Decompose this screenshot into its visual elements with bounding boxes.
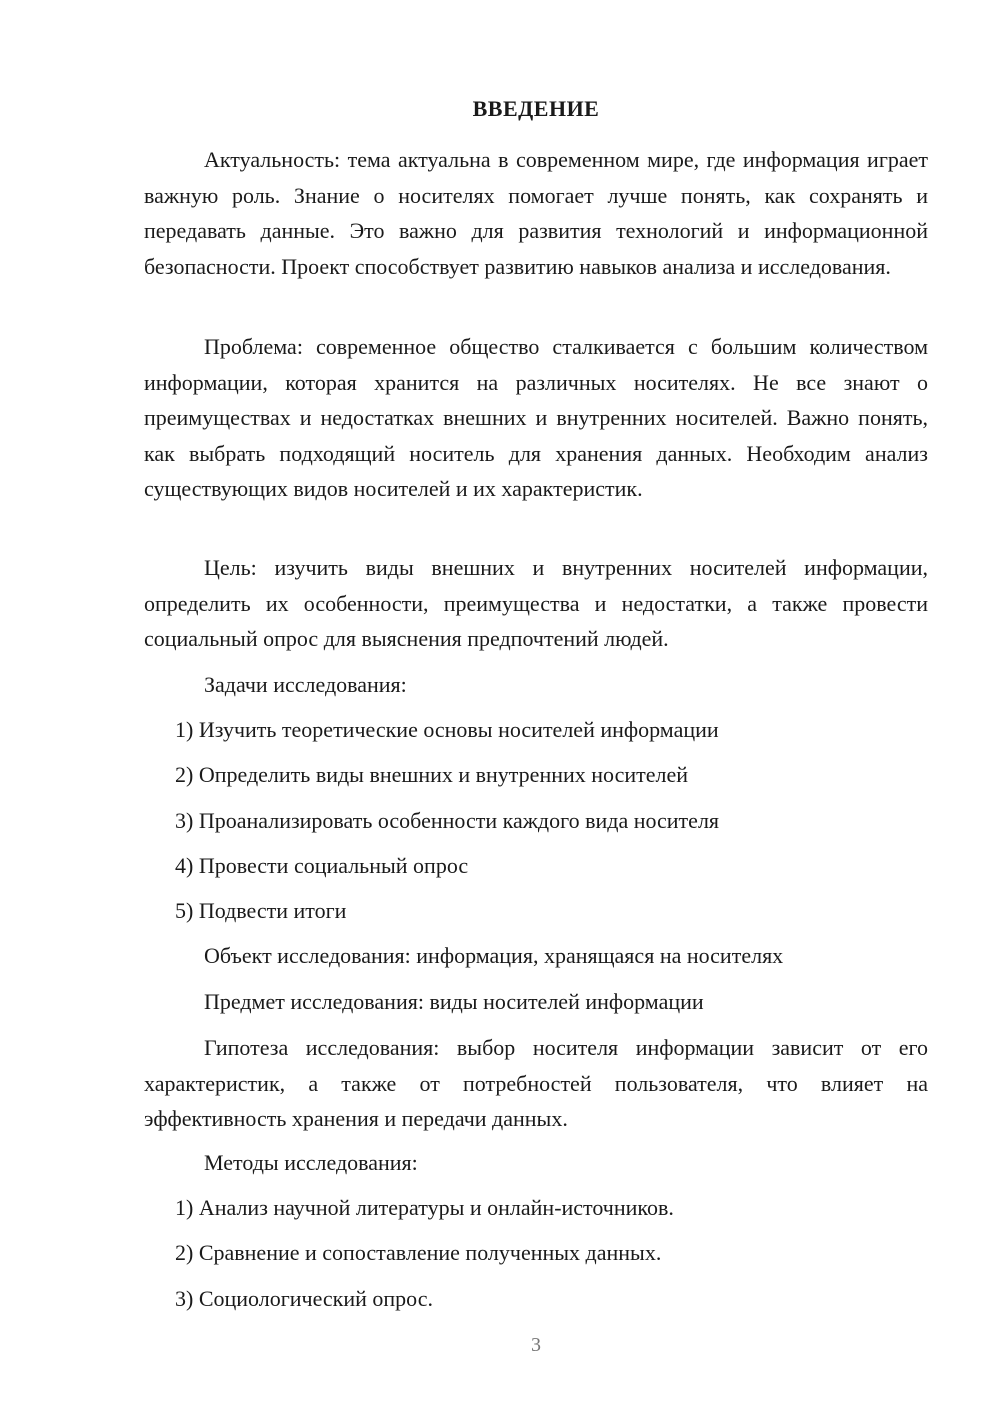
paragraph-relevance: Актуальность: тема актуальна в современном мире, где информация играет важную роль. Знание о носителях помогает лучше понять, как сохранять и передавать данные. Это важно для развития технологий и информационной безопасности. Проект способствует развитию навыков анализа и исследования. <box>144 147 928 279</box>
page-number: 3 <box>531 1334 541 1356</box>
research-object: Объект исследования: информация, хранящаяся на носителях <box>204 943 784 968</box>
method-item: 1) Анализ научной литературы и онлайн-источников. <box>175 1195 674 1220</box>
section-heading: ВВЕДЕНИЕ <box>472 96 600 121</box>
task-item: 4) Провести социальный опрос <box>175 853 469 878</box>
task-item: 5) Подвести итоги <box>175 898 347 923</box>
paragraph-hypothesis: Гипотеза исследования: выбор носителя информации зависит от его характеристик, а также от потребностей пользователя, что влияет на эффективность хранения и передачи данных. <box>144 1035 928 1131</box>
paragraph-goal: Цель: изучить виды внешних и внутренних носителей информации, определить их особенности, преимущества и недостатки, а также провести социальный опрос для выяснения предпочтений людей. <box>144 555 928 651</box>
task-item: 3) Проанализировать особенности каждого вида носителя <box>175 808 720 833</box>
method-item: 2) Сравнение и сопоставление полученных данных. <box>175 1240 662 1265</box>
tasks-heading: Задачи исследования: <box>204 672 407 697</box>
task-item: 1) Изучить теоретические основы носителей информации <box>175 717 719 742</box>
method-item: 3) Социологический опрос. <box>175 1286 433 1311</box>
task-item: 2) Определить виды внешних и внутренних носителей <box>175 762 689 787</box>
methods-heading: Методы исследования: <box>204 1150 418 1175</box>
research-subject: Предмет исследования: виды носителей информации <box>204 989 704 1014</box>
paragraph-problem: Проблема: современное общество сталкивается с большим количеством информации, которая хранится на различных носителях. Не все знают о преимуществах и недостатках внешних и внутренних носителей. Важно понять, как выбрать подходящий носитель для хранения данных. Необходим анализ существующих видов носителей и их характеристик. <box>144 334 928 501</box>
